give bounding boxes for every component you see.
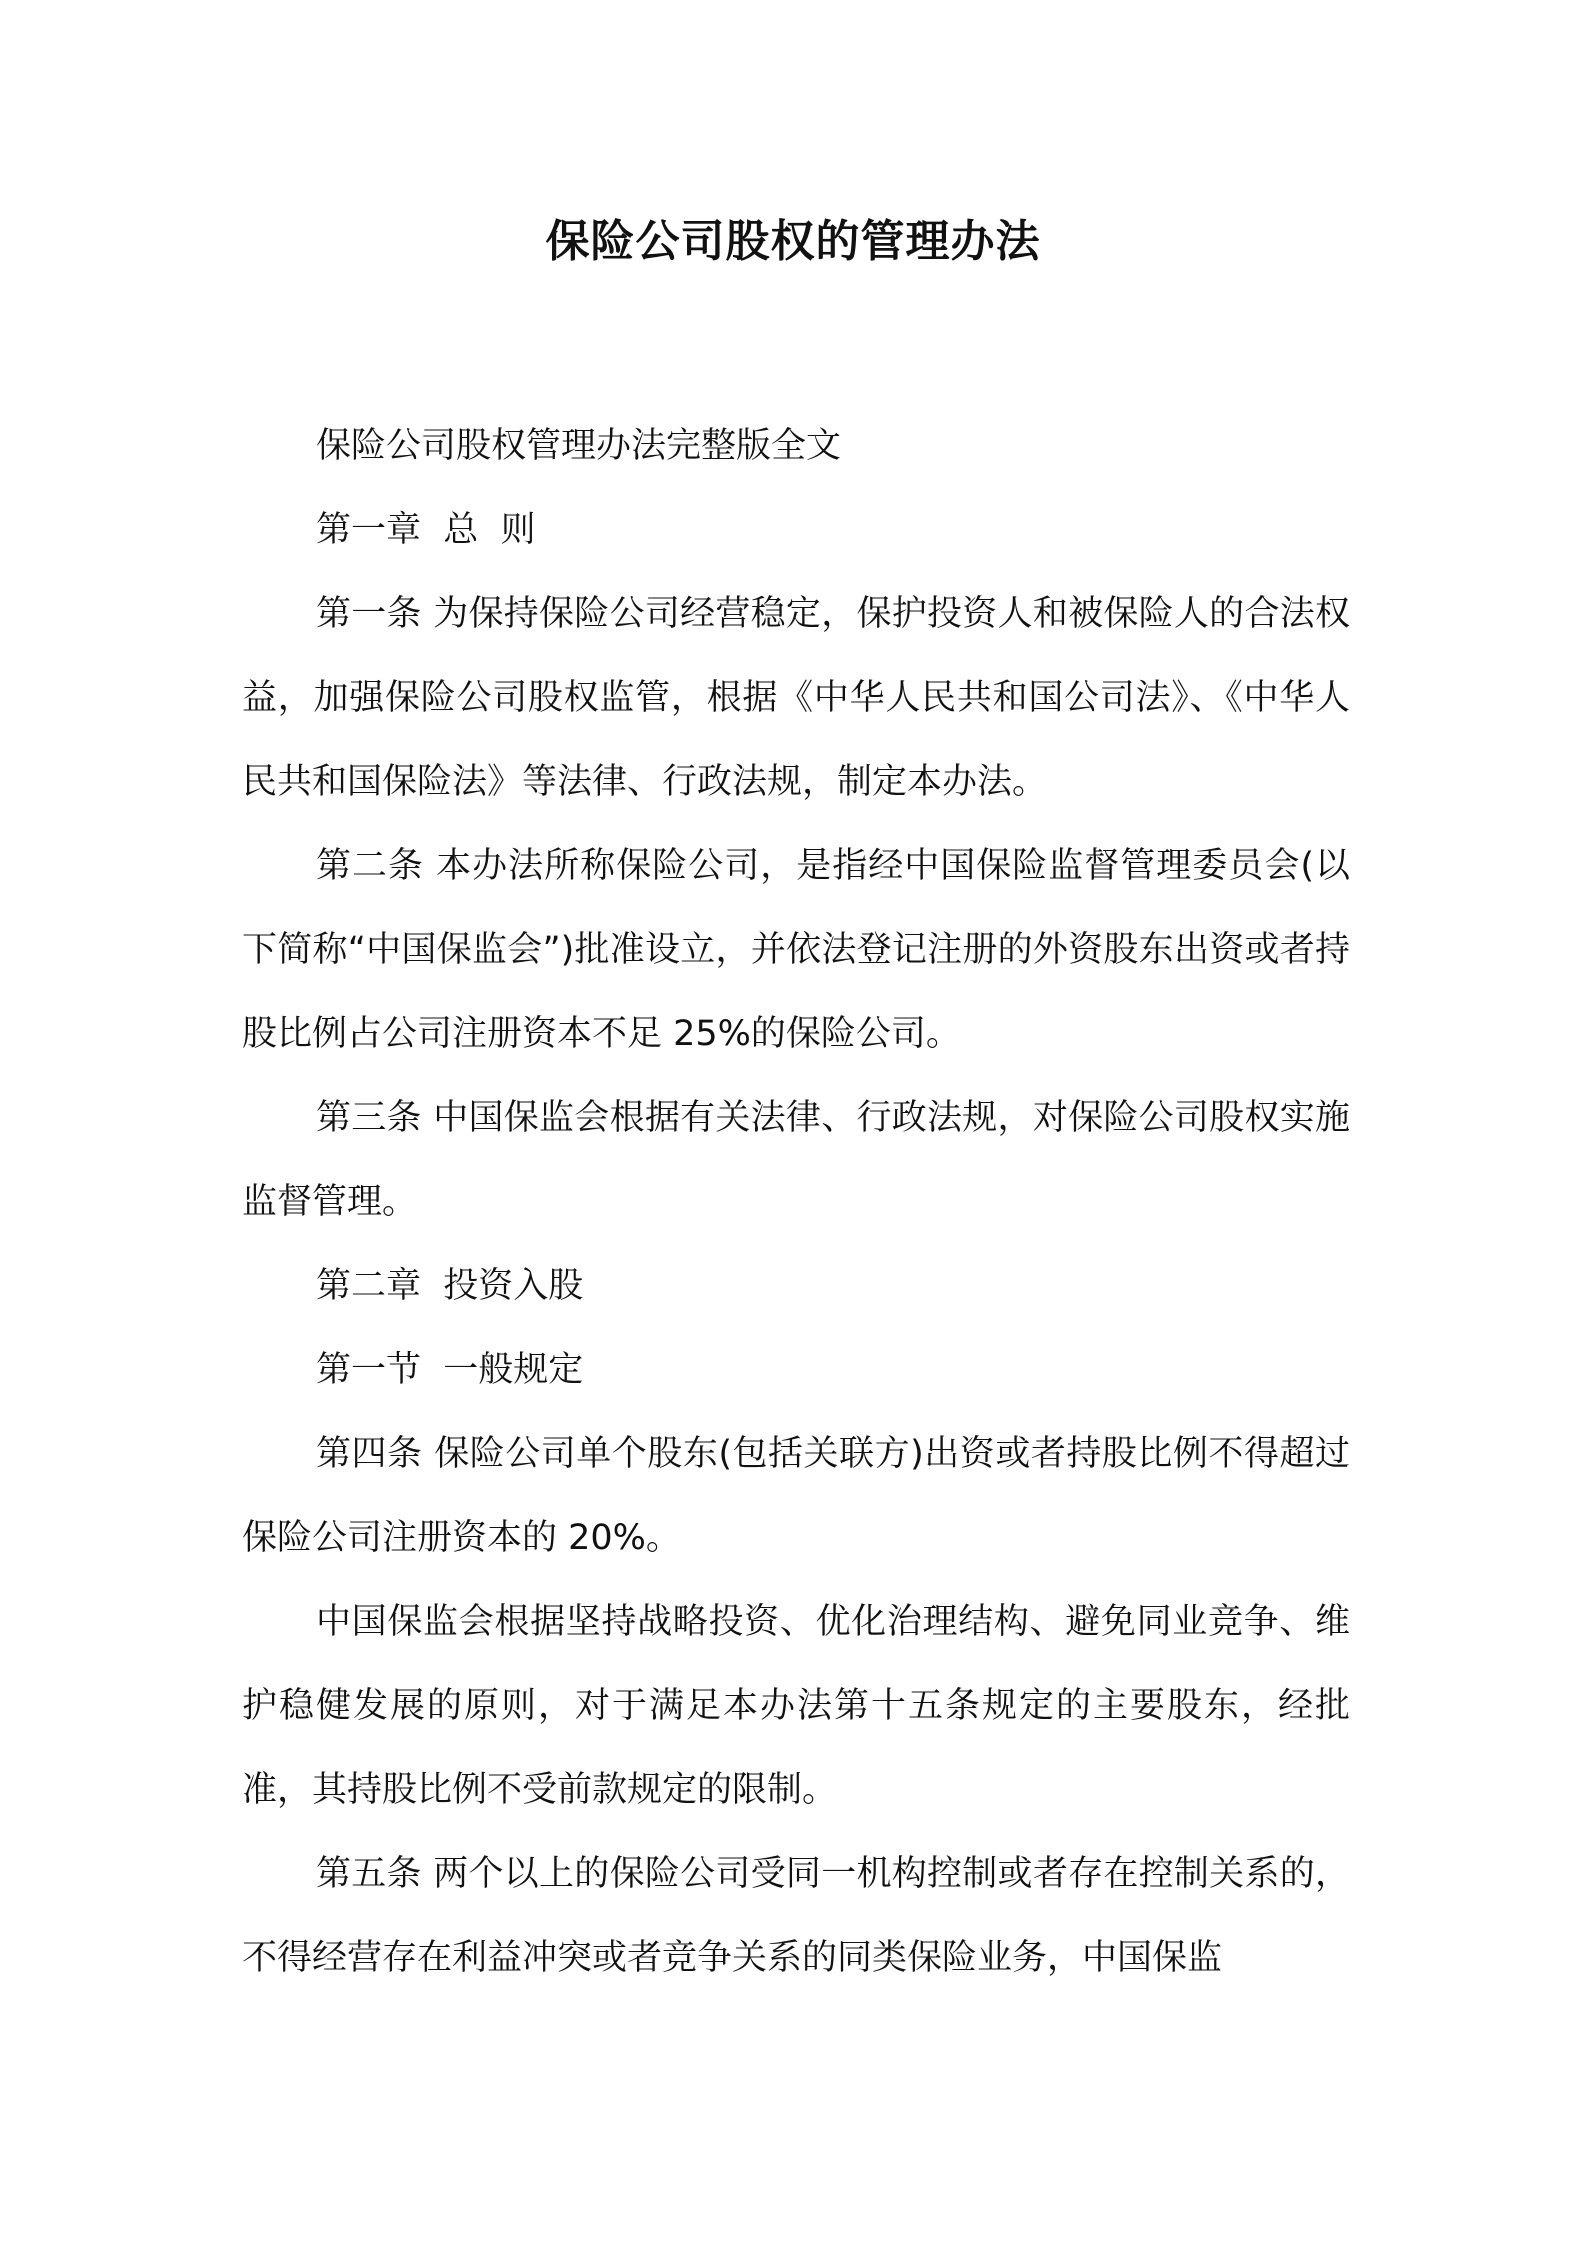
chapter-1-heading: 第一章 总 则 (316, 510, 536, 550)
article-2: 第二条 本办法所称保险公司，是指经中国保险监督管理委员会(以下简称“中国保监会”)批准设立，并依法登记注册的外资股东出资或者持股比例占公司注册资本不足 25%的保险公司。 (242, 846, 1350, 1054)
document-title: 保险公司股权的管理办法 (545, 216, 1041, 267)
article-4: 第四条 保险公司单个股东(包括关联方)出资或者持股比例不得超过保险公司注册资本的 20%。 (242, 1434, 1350, 1558)
article-4-paragraph-2: 中国保监会根据坚持战略投资、优化治理结构、避免同业竞争、维护稳健发展的原则，对于满足本办法第十五条规定的主要股东，经批准，其持股比例不受前款规定的限制。 (242, 1602, 1350, 1810)
article-3: 第三条 中国保监会根据有关法律、行政法规，对保险公司股权实施监督管理。 (242, 1098, 1350, 1222)
document-body (242, 404, 1350, 2000)
chapter-2-heading: 第二章 投资入股 (316, 1266, 584, 1306)
section-1-heading: 第一节 一般规定 (316, 1350, 584, 1390)
article-5: 第五条 两个以上的保险公司受同一机构控制或者存在控制关系的，不得经营存在利益冲突或者竞争关系的同类保险业务，中国保监 (242, 1854, 1350, 1978)
document-subtitle: 保险公司股权管理办法完整版全文 (316, 426, 842, 466)
article-1: 第一条 为保持保险公司经营稳定，保护投资人和被保险人的合法权益，加强保险公司股权监管，根据《中华人民共和国公司法》、《中华人民共和国保险法》等法律、行政法规，制定本办法。 (242, 594, 1350, 802)
